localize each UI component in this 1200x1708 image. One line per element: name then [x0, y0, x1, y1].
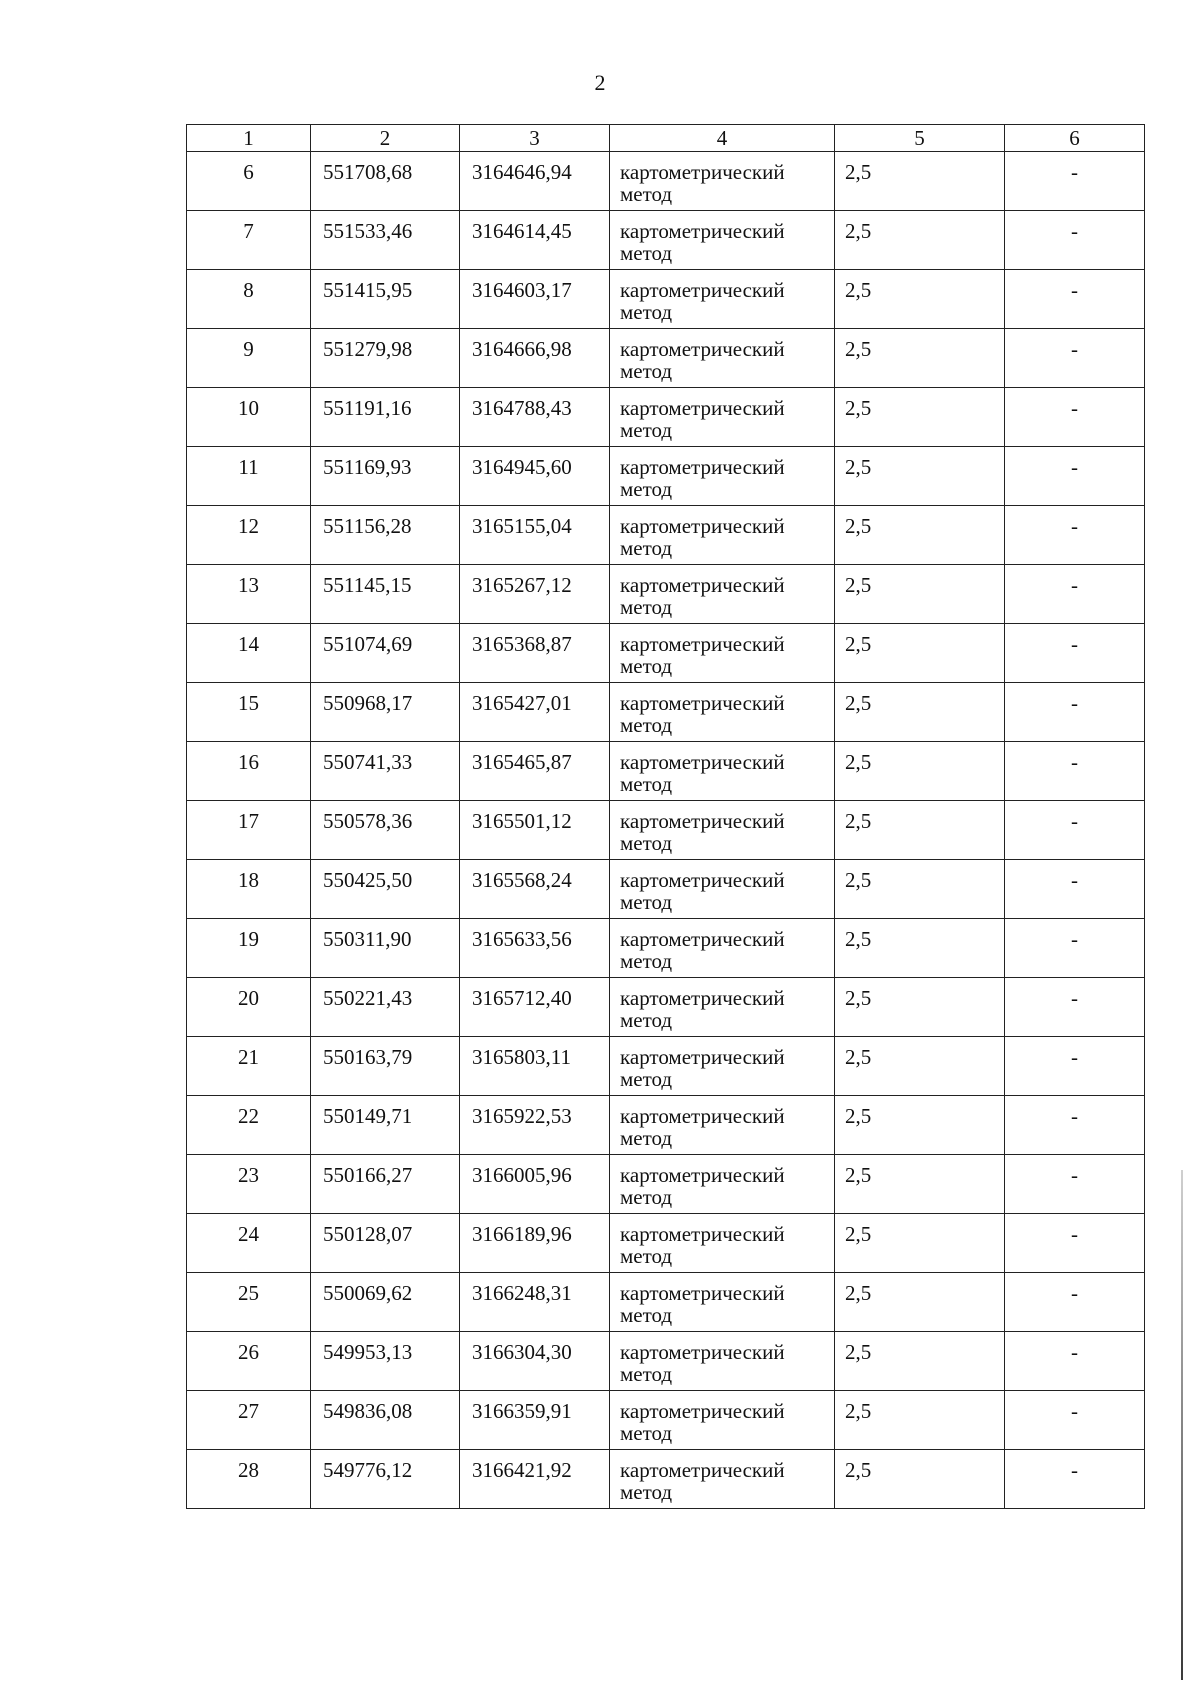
method-line-1: картометрический [620, 1045, 785, 1069]
column-header-4: 4 [610, 125, 835, 152]
accuracy-cell: 2,5 [835, 919, 1005, 978]
method-line-1: картометрический [620, 1340, 785, 1364]
note-cell: - [1005, 1273, 1145, 1332]
method-line-1: картометрический [620, 868, 785, 892]
method-line-1: картометрический [620, 927, 785, 951]
accuracy-cell: 2,5 [835, 565, 1005, 624]
method-cell [610, 1332, 835, 1391]
point-number-cell: 21 [187, 1037, 311, 1096]
point-number-cell: 19 [187, 919, 311, 978]
method-cell [610, 506, 835, 565]
table-row [187, 683, 1145, 742]
method-line-1: картометрический [620, 809, 785, 833]
method-line-1: картометрический [620, 1281, 785, 1305]
table-row [187, 329, 1145, 388]
point-number-cell: 17 [187, 801, 311, 860]
method-line-2: метод [620, 1480, 673, 1504]
column-header-3: 3 [460, 125, 610, 152]
accuracy-cell: 2,5 [835, 1037, 1005, 1096]
accuracy-cell: 2,5 [835, 1273, 1005, 1332]
table-row [187, 1273, 1145, 1332]
method-line-2: метод [620, 359, 673, 383]
x-coordinate-cell: 550578,36 [311, 801, 460, 860]
point-number-cell: 14 [187, 624, 311, 683]
note-cell: - [1005, 447, 1145, 506]
method-line-2: метод [620, 241, 673, 265]
method-line-2: метод [620, 713, 673, 737]
accuracy-cell: 2,5 [835, 742, 1005, 801]
note-cell: - [1005, 1155, 1145, 1214]
table-row [187, 1391, 1145, 1450]
accuracy-cell: 2,5 [835, 978, 1005, 1037]
note-cell: - [1005, 860, 1145, 919]
point-number-cell: 28 [187, 1450, 311, 1509]
method-line-1: картометрический [620, 1458, 785, 1482]
method-line-1: картометрический [620, 573, 785, 597]
table-body [187, 152, 1145, 1509]
method-cell [610, 447, 835, 506]
method-line-2: метод [620, 890, 673, 914]
note-cell: - [1005, 388, 1145, 447]
y-coordinate-cell: 3166421,92 [460, 1450, 610, 1509]
y-coordinate-cell: 3165922,53 [460, 1096, 610, 1155]
method-line-2: метод [620, 536, 673, 560]
x-coordinate-cell: 550221,43 [311, 978, 460, 1037]
point-number-cell: 24 [187, 1214, 311, 1273]
accuracy-cell: 2,5 [835, 801, 1005, 860]
method-cell [610, 565, 835, 624]
method-cell [610, 978, 835, 1037]
note-cell: - [1005, 801, 1145, 860]
note-cell: - [1005, 1332, 1145, 1391]
table-row [187, 1155, 1145, 1214]
point-number-cell: 18 [187, 860, 311, 919]
method-line-1: картометрический [620, 219, 785, 243]
accuracy-cell: 2,5 [835, 1332, 1005, 1391]
method-line-2: метод [620, 949, 673, 973]
method-cell [610, 1037, 835, 1096]
y-coordinate-cell: 3165155,04 [460, 506, 610, 565]
note-cell: - [1005, 1450, 1145, 1509]
table-row [187, 565, 1145, 624]
point-number-cell: 27 [187, 1391, 311, 1450]
point-number-cell: 16 [187, 742, 311, 801]
point-number-cell: 12 [187, 506, 311, 565]
point-number-cell: 20 [187, 978, 311, 1037]
accuracy-cell: 2,5 [835, 1096, 1005, 1155]
point-number-cell: 11 [187, 447, 311, 506]
y-coordinate-cell: 3165465,87 [460, 742, 610, 801]
y-coordinate-cell: 3164788,43 [460, 388, 610, 447]
method-line-2: метод [620, 182, 673, 206]
y-coordinate-cell: 3165267,12 [460, 565, 610, 624]
note-cell: - [1005, 978, 1145, 1037]
table-row [187, 1096, 1145, 1155]
y-coordinate-cell: 3165427,01 [460, 683, 610, 742]
method-line-2: метод [620, 1126, 673, 1150]
table-row [187, 506, 1145, 565]
y-coordinate-cell: 3164666,98 [460, 329, 610, 388]
coordinates-table [186, 124, 1145, 1509]
method-cell [610, 919, 835, 978]
y-coordinate-cell: 3165803,11 [460, 1037, 610, 1096]
method-cell [610, 388, 835, 447]
x-coordinate-cell: 550166,27 [311, 1155, 460, 1214]
table-row [187, 801, 1145, 860]
table-row [187, 919, 1145, 978]
point-number-cell: 8 [187, 270, 311, 329]
y-coordinate-cell: 3166359,91 [460, 1391, 610, 1450]
x-coordinate-cell: 551145,15 [311, 565, 460, 624]
point-number-cell: 9 [187, 329, 311, 388]
note-cell: - [1005, 1214, 1145, 1273]
point-number-cell: 23 [187, 1155, 311, 1214]
point-number-cell: 25 [187, 1273, 311, 1332]
table-row [187, 1332, 1145, 1391]
method-line-1: картометрический [620, 337, 785, 361]
method-line-2: метод [620, 654, 673, 678]
method-line-1: картометрический [620, 455, 785, 479]
method-line-1: картометрический [620, 396, 785, 420]
method-line-1: картометрический [620, 632, 785, 656]
accuracy-cell: 2,5 [835, 329, 1005, 388]
y-coordinate-cell: 3166304,30 [460, 1332, 610, 1391]
method-cell [610, 1391, 835, 1450]
method-line-2: метод [620, 1067, 673, 1091]
method-line-2: метод [620, 831, 673, 855]
method-line-1: картометрический [620, 1399, 785, 1423]
method-cell [610, 1096, 835, 1155]
accuracy-cell: 2,5 [835, 860, 1005, 919]
method-line-1: картометрический [620, 1222, 785, 1246]
accuracy-cell: 2,5 [835, 683, 1005, 742]
accuracy-cell: 2,5 [835, 388, 1005, 447]
y-coordinate-cell: 3166189,96 [460, 1214, 610, 1273]
x-coordinate-cell: 550741,33 [311, 742, 460, 801]
x-coordinate-cell: 550425,50 [311, 860, 460, 919]
method-line-1: картометрический [620, 514, 785, 538]
y-coordinate-cell: 3166248,31 [460, 1273, 610, 1332]
point-number-cell: 22 [187, 1096, 311, 1155]
table-header-row [187, 125, 1145, 152]
x-coordinate-cell: 550968,17 [311, 683, 460, 742]
x-coordinate-cell: 551279,98 [311, 329, 460, 388]
method-cell [610, 1155, 835, 1214]
table-row [187, 152, 1145, 211]
table-row [187, 860, 1145, 919]
point-number-cell: 15 [187, 683, 311, 742]
table-row [187, 1037, 1145, 1096]
scan-edge-line [1181, 1170, 1183, 1680]
table-row [187, 388, 1145, 447]
note-cell: - [1005, 683, 1145, 742]
x-coordinate-cell: 551708,68 [311, 152, 460, 211]
accuracy-cell: 2,5 [835, 1450, 1005, 1509]
method-line-1: картометрический [620, 1104, 785, 1128]
method-line-1: картометрический [620, 160, 785, 184]
x-coordinate-cell: 551169,93 [311, 447, 460, 506]
method-line-2: метод [620, 772, 673, 796]
method-cell [610, 801, 835, 860]
table-row [187, 1450, 1145, 1509]
method-line-2: метод [620, 1008, 673, 1032]
y-coordinate-cell: 3164614,45 [460, 211, 610, 270]
table-row [187, 624, 1145, 683]
method-line-1: картометрический [620, 278, 785, 302]
x-coordinate-cell: 551156,28 [311, 506, 460, 565]
x-coordinate-cell: 551415,95 [311, 270, 460, 329]
y-coordinate-cell: 3165568,24 [460, 860, 610, 919]
table-row [187, 742, 1145, 801]
method-cell [610, 1273, 835, 1332]
table-row [187, 1214, 1145, 1273]
x-coordinate-cell: 550128,07 [311, 1214, 460, 1273]
x-coordinate-cell: 550149,71 [311, 1096, 460, 1155]
method-line-1: картометрический [620, 1163, 785, 1187]
accuracy-cell: 2,5 [835, 1391, 1005, 1450]
method-cell [610, 152, 835, 211]
note-cell: - [1005, 1096, 1145, 1155]
x-coordinate-cell: 550069,62 [311, 1273, 460, 1332]
x-coordinate-cell: 549776,12 [311, 1450, 460, 1509]
method-cell [610, 270, 835, 329]
note-cell: - [1005, 270, 1145, 329]
note-cell: - [1005, 211, 1145, 270]
method-line-2: метод [620, 1362, 673, 1386]
accuracy-cell: 2,5 [835, 506, 1005, 565]
y-coordinate-cell: 3164603,17 [460, 270, 610, 329]
point-number-cell: 7 [187, 211, 311, 270]
method-line-1: картометрический [620, 986, 785, 1010]
accuracy-cell: 2,5 [835, 152, 1005, 211]
point-number-cell: 26 [187, 1332, 311, 1391]
method-line-1: картометрический [620, 750, 785, 774]
table-row [187, 211, 1145, 270]
y-coordinate-cell: 3165633,56 [460, 919, 610, 978]
accuracy-cell: 2,5 [835, 447, 1005, 506]
accuracy-cell: 2,5 [835, 211, 1005, 270]
column-header-5: 5 [835, 125, 1005, 152]
method-cell [610, 860, 835, 919]
method-cell [610, 1450, 835, 1509]
method-line-2: метод [620, 418, 673, 442]
method-line-2: метод [620, 477, 673, 501]
method-line-2: метод [620, 300, 673, 324]
x-coordinate-cell: 549953,13 [311, 1332, 460, 1391]
note-cell: - [1005, 565, 1145, 624]
accuracy-cell: 2,5 [835, 624, 1005, 683]
y-coordinate-cell: 3164945,60 [460, 447, 610, 506]
column-header-6: 6 [1005, 125, 1145, 152]
method-line-2: метод [620, 1244, 673, 1268]
x-coordinate-cell: 550163,79 [311, 1037, 460, 1096]
note-cell: - [1005, 506, 1145, 565]
x-coordinate-cell: 551074,69 [311, 624, 460, 683]
accuracy-cell: 2,5 [835, 1214, 1005, 1273]
method-cell [610, 742, 835, 801]
note-cell: - [1005, 919, 1145, 978]
y-coordinate-cell: 3164646,94 [460, 152, 610, 211]
method-line-2: метод [620, 595, 673, 619]
y-coordinate-cell: 3166005,96 [460, 1155, 610, 1214]
x-coordinate-cell: 550311,90 [311, 919, 460, 978]
column-header-2: 2 [311, 125, 460, 152]
x-coordinate-cell: 549836,08 [311, 1391, 460, 1450]
y-coordinate-cell: 3165501,12 [460, 801, 610, 860]
method-line-1: картометрический [620, 691, 785, 715]
accuracy-cell: 2,5 [835, 1155, 1005, 1214]
method-cell [610, 683, 835, 742]
y-coordinate-cell: 3165368,87 [460, 624, 610, 683]
table-row [187, 978, 1145, 1037]
note-cell: - [1005, 742, 1145, 801]
method-cell [610, 624, 835, 683]
x-coordinate-cell: 551191,16 [311, 388, 460, 447]
y-coordinate-cell: 3165712,40 [460, 978, 610, 1037]
column-header-1: 1 [187, 125, 311, 152]
note-cell: - [1005, 152, 1145, 211]
point-number-cell: 10 [187, 388, 311, 447]
x-coordinate-cell: 551533,46 [311, 211, 460, 270]
note-cell: - [1005, 624, 1145, 683]
method-line-2: метод [620, 1185, 673, 1209]
note-cell: - [1005, 329, 1145, 388]
method-cell [610, 329, 835, 388]
accuracy-cell: 2,5 [835, 270, 1005, 329]
page-number: 2 [594, 70, 606, 95]
table-row [187, 447, 1145, 506]
table-row [187, 270, 1145, 329]
method-cell [610, 211, 835, 270]
note-cell: - [1005, 1391, 1145, 1450]
point-number-cell: 13 [187, 565, 311, 624]
point-number-cell: 6 [187, 152, 311, 211]
method-line-2: метод [620, 1421, 673, 1445]
note-cell: - [1005, 1037, 1145, 1096]
method-cell [610, 1214, 835, 1273]
method-line-2: метод [620, 1303, 673, 1327]
